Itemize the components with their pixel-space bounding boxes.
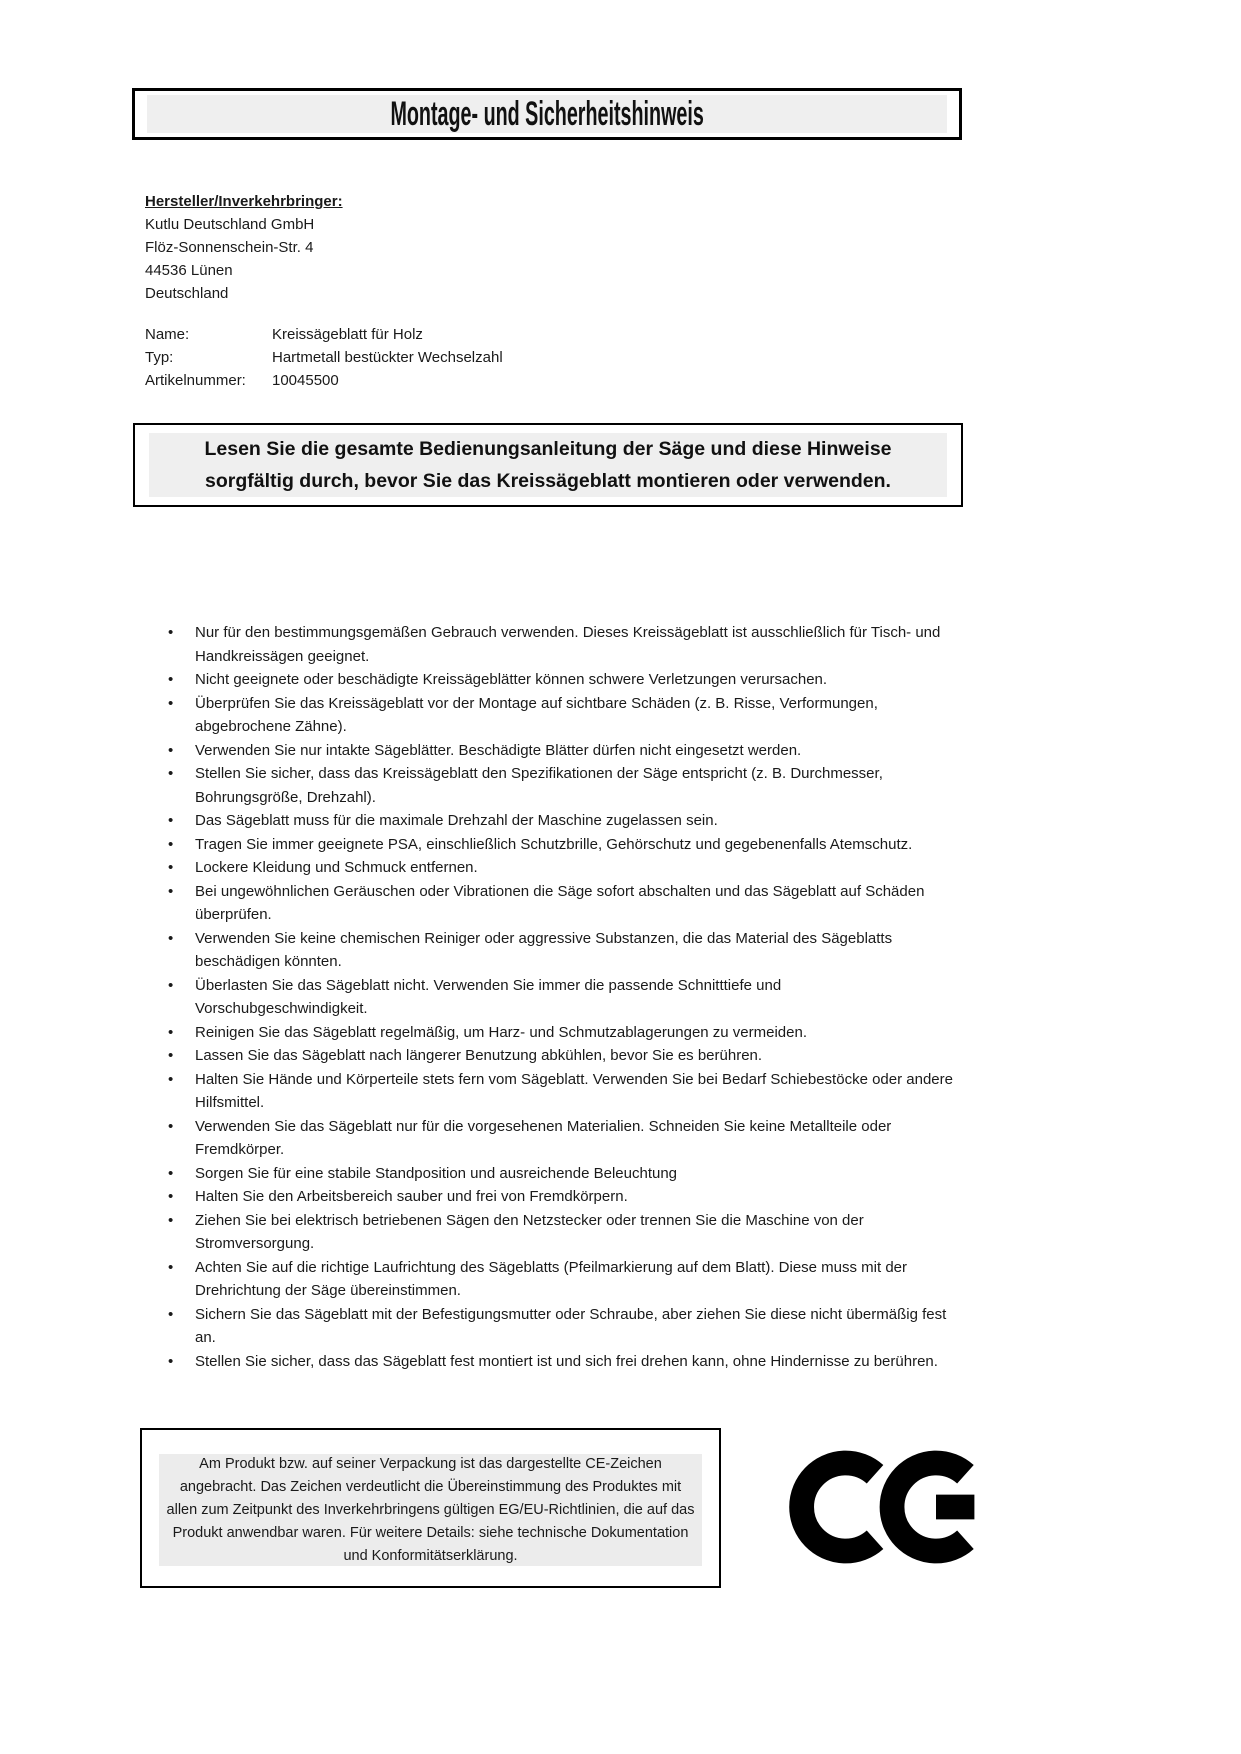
title-bar: [147, 95, 947, 133]
product-value: 10045500: [272, 372, 339, 389]
manufacturer-section: [145, 190, 343, 305]
safety-item: • Halten Sie den Arbeitsbereich sauber und frei von Fremdkörpern.: [150, 1185, 955, 1209]
safety-item: • Überlasten Sie das Sägeblatt nicht. Verwenden Sie immer die passende Schnitttiefe und Vorschubgeschwindigkeit.: [150, 974, 955, 1021]
product-row: [145, 323, 503, 346]
safety-item: • Stellen Sie sicher, dass das Sägeblatt fest montiert ist und sich frei drehen kann, ohne Hindernisse zu berühren.: [150, 1350, 955, 1374]
product-label: Typ:: [145, 349, 174, 366]
safety-item: • Nur für den bestimmungsgemäßen Gebrauch verwenden. Dieses Kreissägeblatt ist ausschließlich für Tisch- und Handkreissägen geeignet.: [150, 621, 955, 668]
safety-item: • Reinigen Sie das Sägeblatt regelmäßig, um Harz- und Schmutzablagerungen zu vermeiden.: [150, 1021, 955, 1045]
product-row: [145, 369, 503, 392]
safety-item: • Verwenden Sie nur intakte Sägeblätter. Beschädigte Blätter dürfen nicht eingesetzt werden.: [150, 739, 955, 763]
safety-item: • Überprüfen Sie das Kreissägeblatt vor der Montage auf sichtbare Schäden (z. B. Risse, Verformungen, abgebrochene Zähne).: [150, 692, 955, 739]
ce-mark-icon: [788, 1432, 988, 1582]
manufacturer-line: Kutlu Deutschland GmbH: [145, 216, 315, 233]
safety-list: [150, 621, 955, 1373]
safety-item: • Stellen Sie sicher, dass das Kreissägeblatt den Spezifikationen der Säge entspricht (z. B. Durchmesser, Bohrungsgröße, Drehzahl).: [150, 762, 955, 809]
ce-box: [140, 1428, 721, 1588]
safety-item: • Halten Sie Hände und Körperteile stets fern vom Sägeblatt. Verwenden Sie bei Bedarf Schiebestöcke oder andere Hilfsmittel.: [150, 1068, 955, 1115]
warning-text: Lesen Sie die gesamte Bedienungsanleitung der Säge und diese Hinweise sorgfältig durch, bevor Sie das Kreissägeblatt montieren oder verwenden.: [149, 433, 947, 497]
warning-box: [133, 423, 963, 507]
ce-text: Am Produkt bzw. auf seiner Verpackung ist das dargestellte CE-Zeichen angebracht. Das Zeichen verdeutlicht die Übereinstimmung des Produktes mit allen zum Zeitpunkt des Inverkehrbringens gültigen EG/EU-Richtlinien, die auf das Produkt anwendbar waren. Für weitere Details: siehe technische Dokumentation und Konformitätserklärung.: [159, 1454, 702, 1566]
manufacturer-address: [145, 213, 343, 305]
title-box: [132, 88, 962, 140]
manufacturer-line: 44536 Lünen: [145, 262, 233, 279]
product-label: Name:: [145, 326, 190, 343]
product-value: Kreissägeblatt für Holz: [272, 326, 423, 343]
safety-item: • Sichern Sie das Sägeblatt mit der Befestigungsmutter oder Schraube, aber ziehen Sie diese nicht übermäßig fest an.: [150, 1303, 955, 1350]
product-info: [145, 323, 503, 392]
safety-item: • Verwenden Sie das Sägeblatt nur für die vorgesehenen Materialien. Schneiden Sie keine Metallteile oder Fremdkörper.: [150, 1115, 955, 1162]
safety-item: • Bei ungewöhnlichen Geräuschen oder Vibrationen die Säge sofort abschalten und das Sägeblatt auf Schäden überprüfen.: [150, 880, 955, 927]
manufacturer-heading: Hersteller/Inverkehrbringer:: [145, 193, 343, 210]
safety-item: • Nicht geeignete oder beschädigte Kreissägeblätter können schwere Verletzungen verursachen.: [150, 668, 955, 692]
safety-item: • Sorgen Sie für eine stabile Standposition und ausreichende Beleuchtung: [150, 1162, 955, 1186]
safety-item: • Achten Sie auf die richtige Laufrichtung des Sägeblatts (Pfeilmarkierung auf dem Blatt). Diese muss mit der Drehrichtung der Säge übereinstimmen.: [150, 1256, 955, 1303]
manufacturer-line: Flöz-Sonnenschein-Str. 4: [145, 239, 314, 256]
safety-item: • Das Sägeblatt muss für die maximale Drehzahl der Maschine zugelassen sein.: [150, 809, 955, 833]
product-value: Hartmetall bestückter Wechselzahl: [272, 349, 503, 366]
safety-item: • Ziehen Sie bei elektrisch betriebenen Sägen den Netzstecker oder trennen Sie die Maschine von der Stromversorgung.: [150, 1209, 955, 1256]
safety-item: • Tragen Sie immer geeignete PSA, einschließlich Schutzbrille, Gehörschutz und gegebenenfalls Atemschutz.: [150, 833, 955, 857]
manufacturer-line: Deutschland: [145, 285, 229, 302]
page-title: Montage- und Sicherheitshinweis: [390, 95, 704, 133]
safety-item: • Lockere Kleidung und Schmuck entfernen.: [150, 856, 955, 880]
product-label: Artikelnummer:: [145, 372, 246, 389]
safety-item: • Lassen Sie das Sägeblatt nach längerer Benutzung abkühlen, bevor Sie es berühren.: [150, 1044, 955, 1068]
product-row: [145, 346, 503, 369]
safety-item: • Verwenden Sie keine chemischen Reiniger oder aggressive Substanzen, die das Material des Sägeblatts beschädigen könnten.: [150, 927, 955, 974]
